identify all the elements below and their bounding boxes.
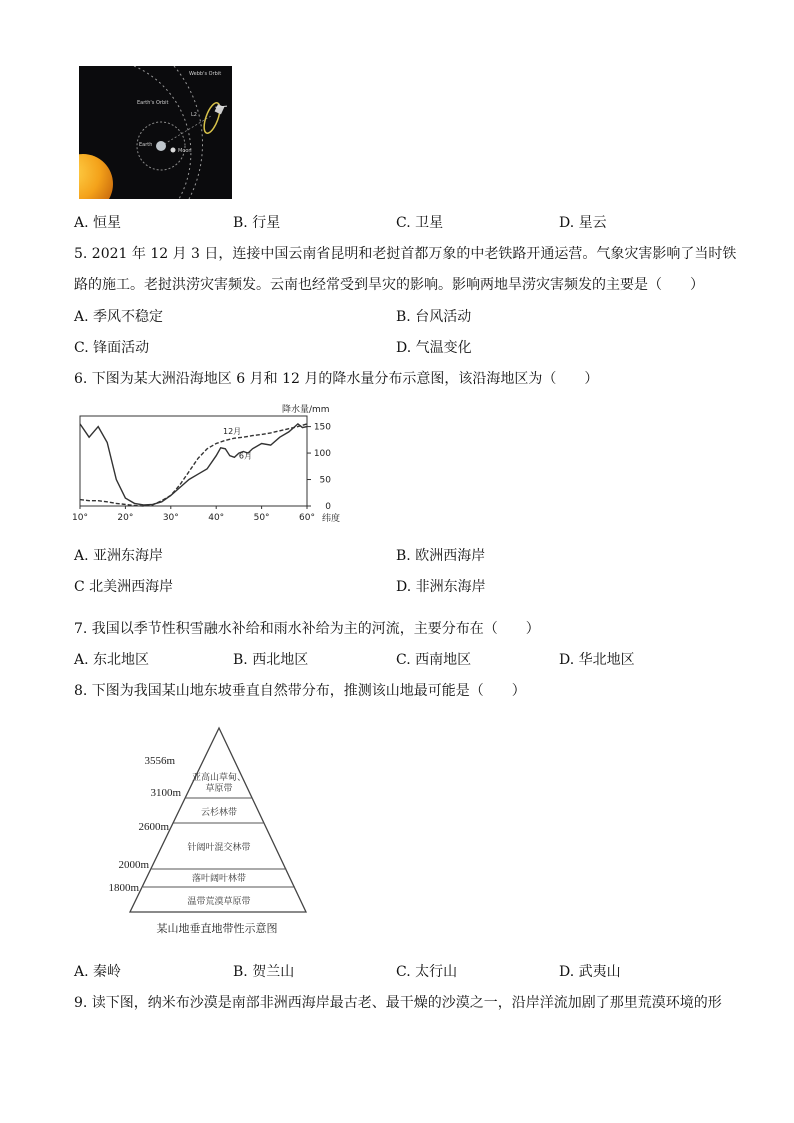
vertical-zone-diagram [95, 722, 320, 940]
q7-stem: 7. 我国以季节性积雪融水补给和雨水补给为主的河流，主要分布在（ ） [74, 621, 540, 637]
chart-frame [80, 416, 307, 506]
precipitation-chart-svg [72, 398, 362, 528]
q6-option-a[interactable]: A. 亚洲东海岸 [74, 548, 164, 564]
q7-option-b[interactable]: B. 西北地区 [233, 652, 309, 668]
q5-stem-line1: 5. 2021 年 12 月 3 日，连接中国云南省昆明和老挝首都万象的中老铁路开通运营。气象灾害影响了当时铁 [74, 246, 737, 262]
q4-option-c[interactable]: C. 卫星 [396, 215, 444, 231]
series-label-december: 12月 [223, 427, 242, 436]
q6-option-c[interactable]: C 北美洲西海岸 [74, 579, 174, 595]
q8-option-d[interactable]: D. 武夷山 [559, 964, 621, 980]
q7-option-a[interactable]: A. 东北地区 [74, 652, 150, 668]
y-tick-label: 0 [325, 502, 331, 512]
q8-option-c[interactable]: C. 太行山 [396, 964, 458, 980]
q4-option-a[interactable]: A. 恒星 [74, 215, 122, 231]
elevation-1800: 1800m [108, 882, 139, 894]
q9-stem-line1: 9. 读下图，纳米布沙漠是南部非洲西海岸最古老、最干燥的沙漠之一，沿岸洋流加剧了那里荒漠环境的形 [74, 995, 722, 1011]
q8-option-a[interactable]: A. 秦岭 [74, 964, 122, 980]
q5-option-a[interactable]: A. 季风不稳定 [74, 309, 164, 325]
zone-label-desert-steppe: 温带荒漠草原带 [187, 897, 251, 907]
space-orbit-figure [79, 66, 232, 199]
elevation-2000: 2000m [118, 859, 149, 871]
vertical-zone-svg [95, 722, 320, 940]
chart-y-axis-label: 降水量/mm [282, 405, 330, 415]
q6-option-b[interactable]: B. 欧洲西海岸 [396, 548, 486, 564]
earth-orbit-label: Earth's Orbit [137, 100, 169, 106]
y-tick-label: 50 [319, 475, 331, 486]
q7-option-d[interactable]: D. 华北地区 [559, 652, 635, 668]
q5-option-b[interactable]: B. 台风活动 [396, 309, 472, 325]
y-tick-label: 150 [313, 422, 331, 433]
x-tick-label: 40° [208, 513, 225, 523]
q5-stem-line2: 路的施工。老挝洪涝灾害频发。云南也经常受到旱灾的影响。影响两地旱涝灾害频发的主要是（ ） [74, 277, 704, 293]
diagram-caption: 某山地垂直地带性示意图 [156, 922, 278, 935]
q8-option-b[interactable]: B. 贺兰山 [233, 964, 295, 980]
elevation-3556: 3556m [144, 755, 175, 767]
q5-option-c[interactable]: C. 锋面活动 [74, 340, 150, 356]
q5-option-d[interactable]: D. 气温变化 [396, 340, 472, 356]
moon-label: Moon [178, 148, 192, 154]
zone-label-mixed: 针阔叶混交林带 [187, 843, 251, 853]
zone-label-deciduous: 落叶阔叶林带 [191, 874, 247, 884]
zone-label-spruce: 云杉林带 [200, 808, 238, 818]
webb-orbit-label: Webb's Orbit [189, 71, 222, 77]
space-orbit-image [79, 66, 232, 199]
q8-stem: 8. 下图为我国某山地东坡垂直自然带分布，推测该山地最可能是（ ） [74, 683, 526, 699]
x-tick-label: 20° [117, 513, 134, 523]
series-label-june: 6月 [238, 451, 252, 461]
x-tick-label: 30° [162, 513, 179, 523]
q7-option-c[interactable]: C. 西南地区 [396, 652, 472, 668]
l2-label: L2 [191, 112, 197, 118]
zone-label-alpine-line: 草原带 [205, 784, 233, 794]
q4-option-d[interactable]: D. 星云 [559, 215, 607, 231]
x-tick-label: 60° [299, 513, 315, 523]
q6-stem: 6. 下图为某大洲沿海地区 6 月和 12 月的降水量分布示意图，该沿海地区为（ ） [74, 371, 599, 387]
y-tick-label: 100 [313, 449, 331, 460]
chart-x-axis-label: 纬度 [322, 514, 341, 524]
elevation-2600: 2600m [138, 821, 169, 833]
precipitation-chart [72, 398, 362, 528]
q4-option-b[interactable]: B. 行星 [233, 215, 281, 231]
elevation-3100: 3100m [150, 787, 181, 799]
earth-label: Earth [139, 142, 153, 148]
zone-label-alpine-line: 亚高山草甸、 [191, 773, 247, 783]
series-line-december [80, 424, 307, 506]
x-tick-label: 10° [72, 513, 88, 523]
x-tick-label: 50° [253, 513, 270, 523]
q6-option-d[interactable]: D. 非洲东海岸 [396, 579, 486, 595]
